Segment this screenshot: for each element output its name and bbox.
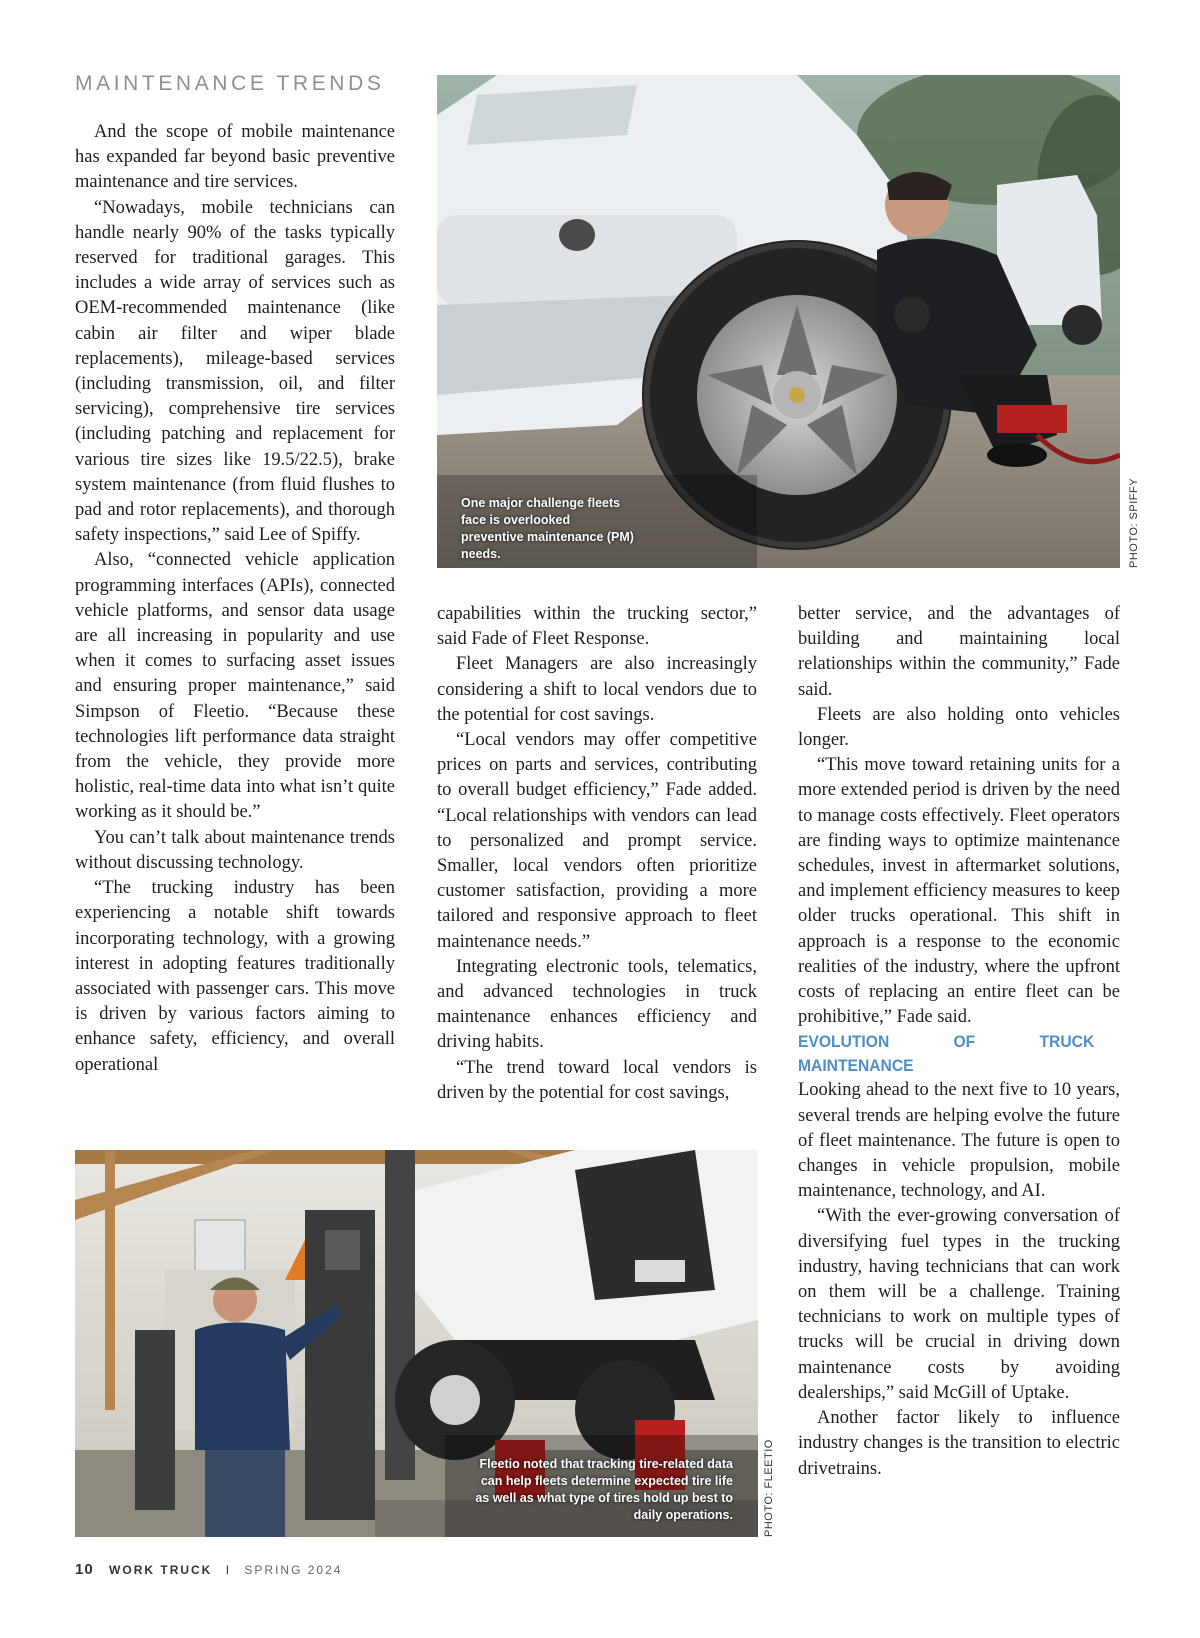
photo-caption-bottom: Fleetio noted that tracking tire-related data can help fleets determine expected tire life as well as what type of tires hold up best to daily operations.	[475, 1457, 733, 1522]
paragraph: “Nowadays, mobile technicians can handle nearly 90% of the tasks typically reserved for traditional garages. This includes a wide array of services such as OEM-recommended maintenance (like cabin air filter and wiper blade replacements), mileage-based services (including transmission, oil, and filter servicing), comprehensive tire services (including patching and replacement for various tire sizes like 19.5/22.5), brake system maintenance (from fluid flushes to pad and rotor replacements), and thorough safety inspections,” said Lee of Spiffy.	[75, 197, 395, 546]
paragraph: Fleet Managers are also increasingly considering a shift to local vendors due to the potential for cost savings.	[437, 654, 757, 725]
page-footer	[75, 1561, 342, 1578]
photo-credit-bottom: PHOTO: FLEETIO	[763, 1439, 775, 1537]
paragraph: Looking ahead to the next five to 10 years, several trends are helping evolve the future of fleet maintenance. The future is open to changes in vehicle propulsion, mobile maintenance, technology, and AI.	[798, 1080, 1120, 1202]
section-subhead: EVOLUTION OF TRUCK MAINTENANCE	[798, 1032, 1095, 1076]
paragraph: You can’t talk about maintenance trends without discussing technology.	[75, 827, 395, 873]
photo-caption-top: One major challenge fleets face is overlooked preventive maintenance (PM) needs.	[461, 496, 634, 561]
page-number: 10	[75, 1561, 94, 1578]
section-label: MAINTENANCE TRENDS	[75, 72, 385, 95]
footer-separator: I	[225, 1563, 232, 1577]
paragraph: “With the ever-growing conversation of diversifying fuel types in the trucking industry, having technicians that can work on them will be a challenge. Training technicians to work on multiple types of trucks will be crucial in driving down maintenance costs by avoiding dealerships,” said McGill of Uptake.	[798, 1206, 1120, 1403]
paragraph: Another factor likely to influence industry changes is the transition to electric drivetrains.	[798, 1408, 1120, 1479]
paragraph: Fleets are also holding onto vehicles longer.	[798, 704, 1120, 751]
paragraph: Integrating electronic tools, telematics, and advanced technologies in truck maintenance enhances efficiency and driving habits.	[437, 956, 757, 1053]
paragraph: “The trend toward local vendors is driven by the potential for cost savings,	[437, 1057, 757, 1103]
photo-credit-top: PHOTO: SPIFFY	[1128, 477, 1140, 568]
article-column-1	[75, 120, 395, 1078]
article-column-2	[437, 602, 757, 1106]
magazine-name: WORK TRUCK	[109, 1563, 213, 1577]
paragraph: better service, and the advantages of building and maintaining local relationships within the community,” Fade said.	[798, 604, 1120, 700]
paragraph: capabilities within the trucking sector,” said Fade of Fleet Response.	[437, 604, 757, 650]
issue-date: SPRING 2024	[244, 1563, 343, 1577]
paragraph: “The trucking industry has been experiencing a notable shift towards incorporating technology, with a growing interest in adopting features traditionally associated with passenger cars. This move is driven by various factors aiming to enhance safety, efficiency, and overall operational	[75, 878, 395, 1075]
paragraph: “Local vendors may offer competitive prices on parts and services, contributing to overall budget efficiency,” Fade added. “Local relationships with vendors can lead to personalized and prompt service. Smaller, local vendors often prioritize customer satisfaction, providing a more tailored and responsive approach to fleet maintenance needs.”	[437, 730, 757, 952]
paragraph: “This move toward retaining units for a more extended period is driven by the need to manage costs effectively. Fleet operators are finding ways to optimize maintenance schedules, invest in aftermarket solutions, and implement efficiency measures to keep older trucks operational. This shift in approach is a response to the economic realities of the industry, where the upfront costs of replacing an entire fleet can be prohibitive,” Fade said.	[798, 755, 1120, 1028]
paragraph: And the scope of mobile maintenance has expanded far beyond basic preventive maintenance and tire services.	[75, 122, 395, 193]
article-column-3	[798, 602, 1120, 1482]
paragraph: Also, “connected vehicle application programming interfaces (APIs), connected vehicle platforms, and sensor data usage are all increasing in popularity and use when it comes to surfacing asset issues and ensuring proper maintenance,” said Simpson of Fleetio. “Because these technologies lift performance data straight from the vehicle, they provide more holistic, real-time data into what isn’t quite working as it should be.”	[75, 550, 395, 823]
